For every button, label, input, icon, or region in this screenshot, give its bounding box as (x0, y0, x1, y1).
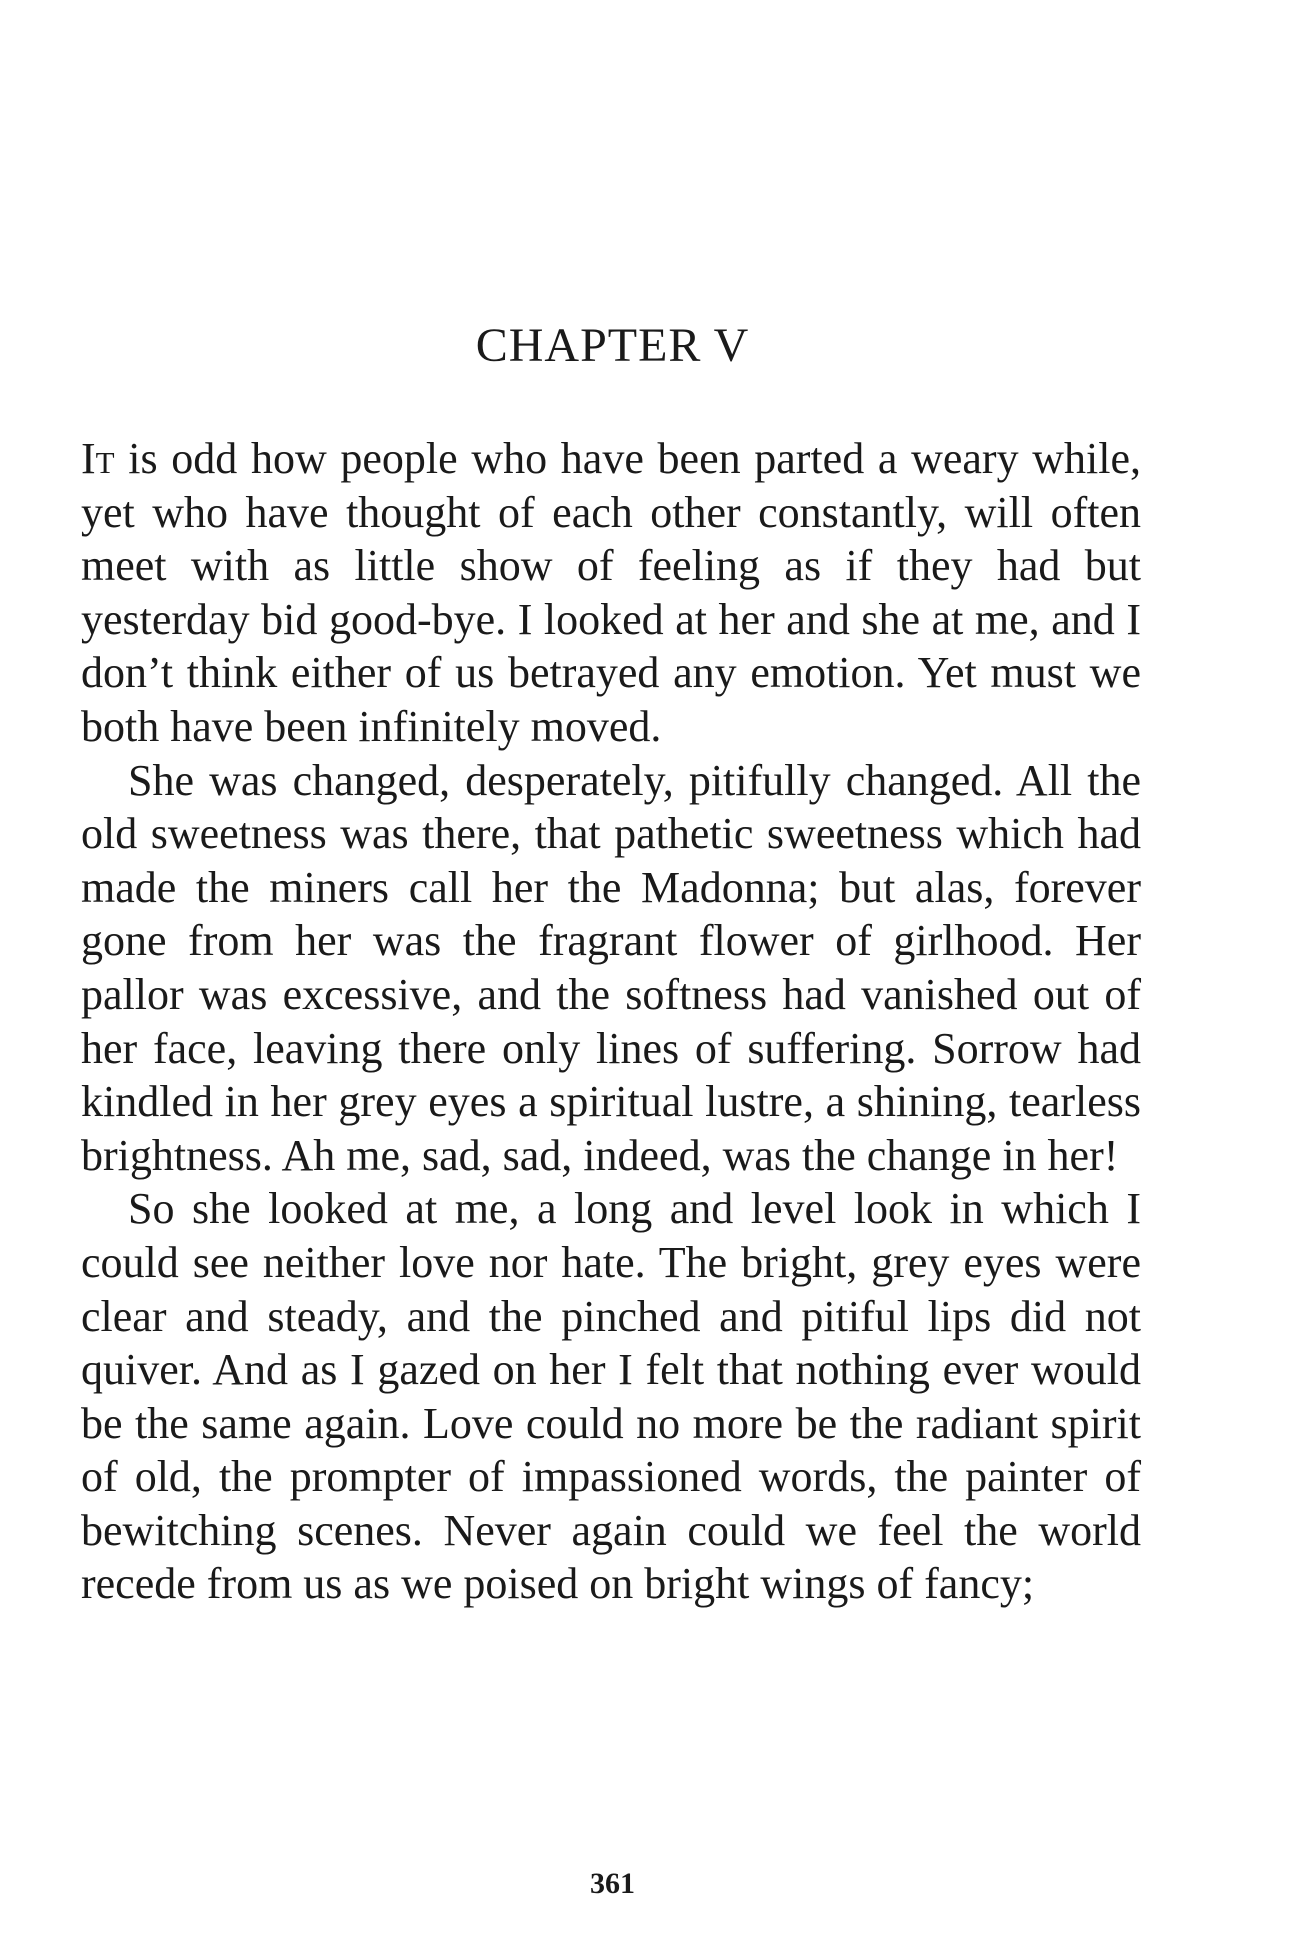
paragraph-1 (81, 432, 1141, 754)
page-number: 361 (590, 1867, 635, 1900)
paragraph-2: She was changed, desperately, pitifully changed. All the old sweetness was there, that pathetic sweetness which had made the miners call her the Madonna; but alas, forever gone from her was the fragrant flower of girlhood. Her pallor was excessive, and the softness had vanished out of her face, leaving there only lines of suffering. Sorrow had kindled in her grey eyes a spiritual lustre, a shining, tearless brightness. Ah me, sad, sad, indeed, was the change in her! (81, 755, 1141, 1180)
chapter-body (81, 432, 1141, 1611)
paragraph-3: So she looked at me, a long and level look in which I could see neither love nor hate. The bright, grey eyes were clear and steady, and the pinched and pitiful lips did not quiver. And as I gazed on her I felt that nothing ever would be the same again. Love could no more be the radiant spirit of old, the prompter of impassioned words, the painter of bewitching scenes. Never again could we feel the world recede from us as we poised on bright wings of fancy; (81, 1184, 1141, 1609)
paragraph-lead-word: It (81, 434, 115, 483)
chapter-heading: CHAPTER V (475, 319, 750, 372)
paragraph-1-text: is odd how people who have been parted a weary while, yet who have thought of each other constantly, will often meet with as little show of feeling as if they had but yesterday bid good-bye. I looked at her and she at me, and I don’t think either of us betrayed any emotion. Yet must we both have been infinitely moved. (81, 434, 1141, 751)
